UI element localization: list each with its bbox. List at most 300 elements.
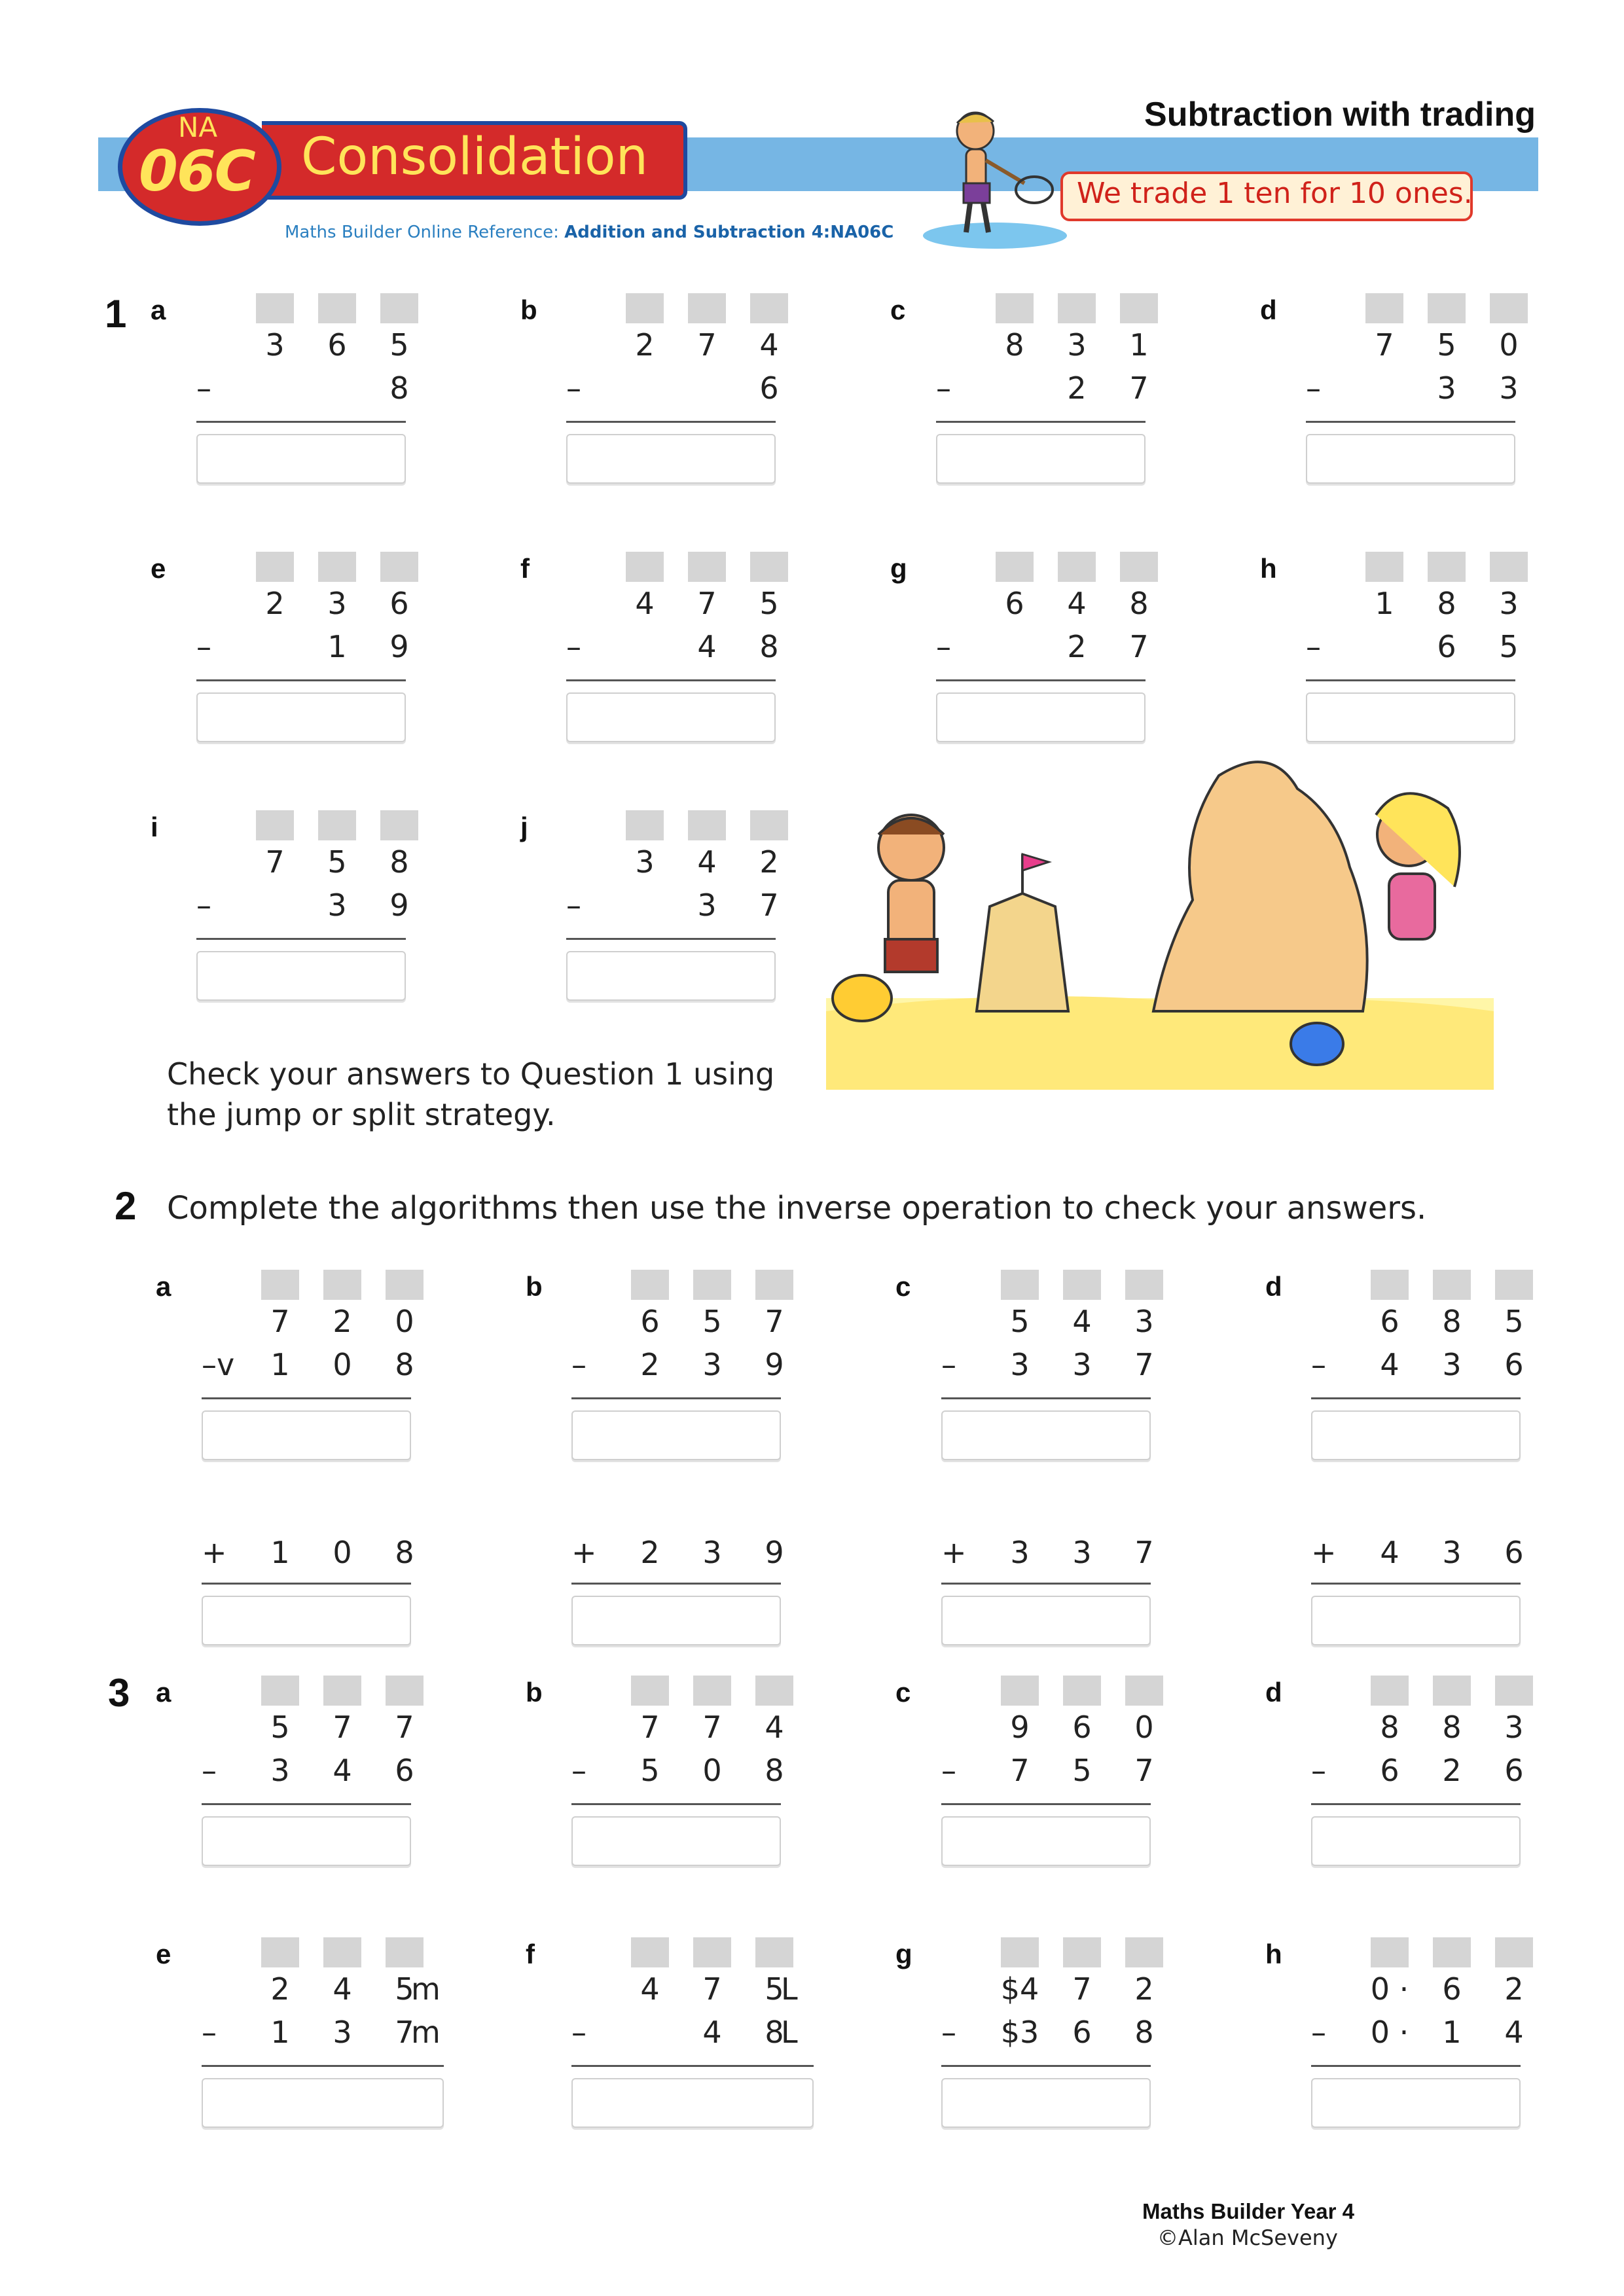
subtraction-problem (202, 1937, 441, 2134)
subtraction-problem (196, 552, 412, 748)
digit: 4 (1072, 1304, 1092, 1339)
check-answer-box[interactable] (941, 1596, 1151, 1645)
digit: 1 (270, 1535, 290, 1570)
check-answer-box[interactable] (1311, 1596, 1521, 1645)
problem-label: d (1265, 1677, 1282, 1708)
trading-box[interactable] (996, 293, 1034, 323)
digit: 8 (1442, 1304, 1462, 1339)
number-row (941, 1753, 1157, 1789)
check-rule (941, 1583, 1151, 1585)
digit: 2 (1134, 1971, 1154, 2007)
trading-box[interactable] (1120, 293, 1158, 323)
digit: 5 (1504, 1304, 1524, 1339)
answer-box[interactable] (571, 2078, 814, 2128)
digit: 9 (389, 888, 409, 923)
answer-box[interactable] (571, 1816, 781, 1866)
operator-sign: – (941, 2015, 956, 2050)
trading-box[interactable] (380, 810, 418, 840)
number-row (202, 1753, 418, 1789)
answer-box[interactable] (196, 951, 406, 1001)
number-row (202, 1535, 418, 1571)
answer-rule (1311, 1397, 1521, 1399)
operator-sign: – (196, 888, 211, 923)
trading-box[interactable] (1371, 1270, 1409, 1300)
answer-box[interactable] (196, 692, 406, 742)
digit: 7 (1134, 1347, 1154, 1382)
problem-label: c (895, 1677, 911, 1708)
digit: 6 (395, 1753, 414, 1788)
trading-box[interactable] (1495, 1937, 1533, 1967)
digit: 7 (640, 1710, 660, 1745)
digit: 0 (333, 1535, 352, 1570)
problem-label: g (890, 553, 907, 584)
trading-box[interactable] (631, 1676, 669, 1706)
answer-rule (202, 2065, 444, 2067)
trading-box[interactable] (318, 810, 356, 840)
trading-box[interactable] (386, 1270, 424, 1300)
problem-label: c (895, 1271, 911, 1302)
digit: 2 (635, 327, 655, 363)
trading-box[interactable] (1428, 293, 1466, 323)
number-row (1306, 327, 1522, 364)
unit-label: m (411, 2015, 441, 2050)
check-rule (571, 1583, 781, 1585)
problem-label: g (895, 1939, 912, 1969)
subtraction-problem (1311, 1937, 1527, 2134)
number-row (196, 844, 412, 881)
trading-box[interactable] (1495, 1270, 1533, 1300)
operator-sign: – (566, 629, 581, 664)
answer-box[interactable] (202, 2078, 444, 2128)
operator-sign: + (202, 1535, 227, 1570)
digit: 3 (1134, 1304, 1154, 1339)
trading-box[interactable] (750, 293, 788, 323)
trading-box[interactable] (755, 1676, 793, 1706)
number-row (566, 586, 782, 622)
digit: 3 (1442, 1347, 1462, 1382)
check-note: Check your answers to Question 1 using the jump or split strategy. (167, 1056, 775, 1132)
trading-box[interactable] (1001, 1937, 1039, 1967)
number-row (566, 370, 782, 407)
boy-with-net-illustration (910, 98, 1067, 255)
number-row (202, 1971, 441, 2008)
operator-sign: – (202, 2015, 217, 2050)
reference-value: Addition and Subtraction 4:NA06C (564, 223, 894, 242)
section-title: Consolidation (301, 128, 649, 187)
digit: 3 (265, 327, 285, 363)
digit: 7 (1129, 629, 1149, 664)
trading-box[interactable] (323, 1270, 361, 1300)
digit: 6 (1504, 1535, 1524, 1570)
question-number: 2 (115, 1184, 137, 1228)
digit: 8 (395, 1535, 414, 1570)
subtraction-problem (1311, 1676, 1527, 1872)
subtraction-problem (571, 1270, 787, 1570)
trading-box[interactable] (996, 552, 1034, 582)
trading-box[interactable] (1365, 293, 1403, 323)
subtraction-problem (1311, 1270, 1527, 1570)
answer-rule (571, 2065, 814, 2067)
trading-box[interactable] (1063, 1270, 1101, 1300)
problem-label: h (1265, 1939, 1282, 1969)
digit: 4 (759, 327, 779, 363)
trading-box[interactable] (1433, 1676, 1471, 1706)
trading-box[interactable] (1125, 1676, 1163, 1706)
problem-label: a (156, 1677, 171, 1708)
trading-box[interactable] (1365, 552, 1403, 582)
operator-sign: – (936, 370, 951, 406)
answer-box[interactable] (1311, 1816, 1521, 1866)
unit-label: m (411, 1971, 441, 2007)
operator-sign: – (1311, 1753, 1326, 1788)
digit: 5 (1499, 629, 1519, 664)
operator-sign: – (571, 2015, 586, 2050)
number-row (196, 327, 412, 364)
trading-box[interactable] (386, 1937, 424, 1967)
subtraction-problem (936, 552, 1152, 748)
trading-box[interactable] (323, 1676, 361, 1706)
trading-box[interactable] (1125, 1270, 1163, 1300)
digit: 0 · (1370, 2015, 1409, 2050)
digit: 3 (1504, 1710, 1524, 1745)
digit: 3 (702, 1535, 722, 1570)
digit: 6 (1380, 1304, 1399, 1339)
answer-box[interactable] (1311, 1410, 1521, 1460)
trading-box[interactable] (693, 1937, 731, 1967)
trading-box[interactable] (261, 1676, 299, 1706)
number-row (1311, 1347, 1527, 1384)
digit: 5 (1072, 1753, 1092, 1788)
number-row (941, 1347, 1157, 1384)
check-answer-box[interactable] (571, 1596, 781, 1645)
trading-box[interactable] (318, 552, 356, 582)
digit: 5 (270, 1710, 290, 1745)
digit: 5 (640, 1753, 660, 1788)
operator-sign: – (571, 1347, 586, 1382)
trading-box[interactable] (1433, 1937, 1471, 1967)
trading-box[interactable] (1001, 1270, 1039, 1300)
number-row (196, 586, 412, 622)
digit: 1 (1375, 586, 1394, 621)
problem-label: d (1260, 295, 1277, 325)
trading-box[interactable] (1063, 1676, 1101, 1706)
digit: 3 (333, 2015, 352, 2050)
trading-box[interactable] (631, 1937, 669, 1967)
digit: 1 (327, 629, 347, 664)
digit: 2 (265, 586, 285, 621)
digit: 4 (1504, 2015, 1524, 2050)
digit: 9 (389, 629, 409, 664)
digit: 5 (702, 1304, 722, 1339)
digit: 4 (702, 2015, 722, 2050)
digit: 0 · (1370, 1971, 1409, 2007)
digit: 7 (1134, 1753, 1154, 1788)
digit: 2 (1067, 370, 1087, 406)
trading-box[interactable] (693, 1676, 731, 1706)
answer-rule (1311, 1803, 1521, 1805)
digit: 0 (1134, 1710, 1154, 1745)
operator-sign: – (941, 1347, 956, 1382)
trading-box[interactable] (256, 810, 294, 840)
digit: 6 (1380, 1753, 1399, 1788)
check-answer-box[interactable] (202, 1596, 411, 1645)
subtraction-problem (196, 293, 412, 490)
digit: 7 (1129, 370, 1149, 406)
number-row (571, 1710, 787, 1746)
digit: 0 (1499, 327, 1519, 363)
operator-sign: – (566, 888, 581, 923)
answer-rule (202, 1397, 411, 1399)
problem-label: j (520, 812, 528, 842)
digit: 8 (395, 1347, 414, 1382)
page-title: Subtraction with trading (1144, 96, 1536, 134)
subtraction-problem (936, 293, 1152, 490)
number-row (571, 1971, 798, 2008)
digit: 4 (635, 586, 655, 621)
digit: 8 (389, 844, 409, 880)
trading-box[interactable] (1001, 1676, 1039, 1706)
footer-title: Maths Builder Year 4 (1142, 2199, 1355, 2223)
digit: 8 (765, 1753, 784, 1788)
answer-rule (941, 1397, 1151, 1399)
answer-box[interactable] (566, 951, 776, 1001)
operator-sign: + (941, 1535, 967, 1570)
trading-box[interactable] (1490, 552, 1528, 582)
subtraction-problem (196, 810, 412, 1007)
answer-rule (566, 679, 776, 681)
digit: 9 (1010, 1710, 1030, 1745)
digit: 4 (765, 1710, 784, 1745)
number-row (1311, 1535, 1527, 1571)
answer-rule (196, 938, 406, 940)
trading-box[interactable] (256, 552, 294, 582)
digit: 4 (697, 629, 717, 664)
answer-box[interactable] (566, 434, 776, 484)
answer-box[interactable] (202, 1410, 411, 1460)
trading-box[interactable] (1063, 1937, 1101, 1967)
digit: 6 (1005, 586, 1024, 621)
number-row (571, 1347, 787, 1384)
answer-rule (936, 421, 1146, 423)
subtraction-problem (1306, 293, 1522, 490)
digit: 4 (1067, 586, 1087, 621)
number-row (941, 2015, 1157, 2051)
digit: 7 (702, 1971, 722, 2007)
digit: 8 (1005, 327, 1024, 363)
digit: 7 (697, 586, 717, 621)
number-row (1306, 629, 1522, 666)
digit: 5 (395, 1971, 414, 2007)
digit: 5 (327, 844, 347, 880)
trading-box[interactable] (688, 293, 726, 323)
operator-sign: –v (202, 1347, 235, 1382)
number-row (1306, 370, 1522, 407)
unit-label: L (781, 2015, 798, 2050)
problem-label: b (526, 1271, 543, 1302)
digit: 8 (1134, 2015, 1154, 2050)
trading-box[interactable] (261, 1270, 299, 1300)
answer-rule (936, 679, 1146, 681)
number-row (1311, 2015, 1527, 2051)
problem-label: a (156, 1271, 171, 1302)
check-rule (202, 1583, 411, 1585)
number-row (1311, 1710, 1527, 1746)
number-row (936, 370, 1152, 407)
badge-prefix: NA (178, 111, 218, 143)
trading-box[interactable] (1495, 1676, 1533, 1706)
operator-sign: + (1311, 1535, 1337, 1570)
digit: $3 (1000, 2015, 1039, 2050)
answer-box[interactable] (941, 2078, 1151, 2128)
operator-sign: – (1311, 1347, 1326, 1382)
operator-sign: – (941, 1753, 956, 1788)
problem-label: a (151, 295, 166, 325)
number-row (571, 1304, 787, 1340)
number-row (941, 1971, 1157, 2008)
number-row (941, 1710, 1157, 1746)
digit: 8 (1437, 586, 1456, 621)
digit: 8 (389, 370, 409, 406)
trading-box[interactable] (386, 1676, 424, 1706)
problem-label: e (156, 1939, 171, 1969)
number-row (202, 1710, 418, 1746)
trading-box[interactable] (323, 1937, 361, 1967)
reference-line (285, 223, 893, 242)
digit: 5 (1437, 327, 1456, 363)
digit: 3 (327, 888, 347, 923)
problem-label: b (526, 1677, 543, 1708)
digit: 2 (270, 1971, 290, 2007)
digit: 4 (1380, 1535, 1399, 1570)
trading-box[interactable] (688, 552, 726, 582)
question-number: 3 (108, 1671, 130, 1715)
subtraction-problem (941, 1270, 1157, 1570)
trading-box[interactable] (318, 293, 356, 323)
digit: 0 (333, 1347, 352, 1382)
answer-box[interactable] (936, 692, 1146, 742)
problem-label: f (526, 1939, 535, 1969)
digit: 3 (697, 888, 717, 923)
number-row (1311, 1971, 1527, 2008)
answer-box[interactable] (941, 1816, 1151, 1866)
trading-box[interactable] (261, 1937, 299, 1967)
number-row (936, 629, 1152, 666)
trading-box[interactable] (1371, 1676, 1409, 1706)
number-row (196, 629, 412, 666)
answer-rule (1311, 2065, 1521, 2067)
trading-box[interactable] (1433, 1270, 1471, 1300)
trading-box[interactable] (1120, 552, 1158, 582)
problem-label: d (1265, 1271, 1282, 1302)
trading-box[interactable] (1125, 1937, 1163, 1967)
subtraction-problem (566, 293, 782, 490)
operator-sign: – (1311, 2015, 1326, 2050)
digit: 0 (702, 1753, 722, 1788)
digit: 7 (759, 888, 779, 923)
number-row (936, 327, 1152, 364)
problem-label: e (151, 553, 166, 584)
answer-rule (202, 1803, 411, 1805)
trading-box[interactable] (1428, 552, 1466, 582)
digit: 6 (389, 586, 409, 621)
answer-rule (196, 421, 406, 423)
digit: 3 (1010, 1347, 1030, 1382)
answer-box[interactable] (571, 1410, 781, 1460)
answer-box[interactable] (941, 1410, 1151, 1460)
number-row (566, 327, 782, 364)
trading-box[interactable] (750, 810, 788, 840)
operator-sign: – (1306, 370, 1321, 406)
trading-box[interactable] (256, 293, 294, 323)
answer-box[interactable] (566, 692, 776, 742)
operator-sign: – (566, 370, 581, 406)
number-row (202, 1304, 418, 1340)
digit: 7 (270, 1304, 290, 1339)
trading-box[interactable] (1058, 293, 1096, 323)
trading-box[interactable] (1490, 293, 1528, 323)
digit: 2 (1067, 629, 1087, 664)
trading-box[interactable] (626, 293, 664, 323)
answer-box[interactable] (1306, 692, 1515, 742)
digit: 8 (1442, 1710, 1462, 1745)
question-number: 1 (105, 292, 127, 336)
digit: 7 (265, 844, 285, 880)
trading-box[interactable] (688, 810, 726, 840)
answer-rule (941, 2065, 1151, 2067)
trading-box[interactable] (380, 552, 418, 582)
digit: 6 (1072, 2015, 1092, 2050)
trading-box[interactable] (626, 552, 664, 582)
answer-rule (196, 679, 406, 681)
digit: 7 (1134, 1535, 1154, 1570)
digit: 1 (1442, 2015, 1462, 2050)
number-row (571, 1753, 787, 1789)
number-row (566, 844, 782, 881)
trading-box[interactable] (755, 1937, 793, 1967)
answer-box[interactable] (1311, 2078, 1521, 2128)
trading-box[interactable] (1371, 1937, 1409, 1967)
digit: 3 (1072, 1535, 1092, 1570)
subtraction-problem (202, 1676, 418, 1872)
operator-sign: – (571, 1753, 586, 1788)
digit: 3 (1499, 586, 1519, 621)
answer-box[interactable] (202, 1816, 411, 1866)
digit: 2 (759, 844, 779, 880)
answer-box[interactable] (936, 434, 1146, 484)
answer-box[interactable] (1306, 434, 1515, 484)
answer-box[interactable] (196, 434, 406, 484)
digit: 3 (1499, 370, 1519, 406)
trading-box[interactable] (750, 552, 788, 582)
number-row (202, 2015, 441, 2051)
operator-sign: – (936, 629, 951, 664)
trading-box[interactable] (693, 1270, 731, 1300)
digit: 6 (1437, 629, 1456, 664)
trading-box[interactable] (755, 1270, 793, 1300)
digit: 6 (1504, 1753, 1524, 1788)
trading-box[interactable] (631, 1270, 669, 1300)
trading-box[interactable] (380, 293, 418, 323)
badge-code: 06C (139, 139, 255, 204)
digit: 6 (1442, 1971, 1462, 2007)
subtraction-problem (1306, 552, 1522, 748)
trading-box[interactable] (1058, 552, 1096, 582)
number-row (571, 1535, 787, 1571)
subtraction-problem (571, 1676, 787, 1872)
digit: 3 (270, 1753, 290, 1788)
trading-box[interactable] (626, 810, 664, 840)
reference-prefix: Maths Builder Online Reference: (285, 223, 565, 242)
